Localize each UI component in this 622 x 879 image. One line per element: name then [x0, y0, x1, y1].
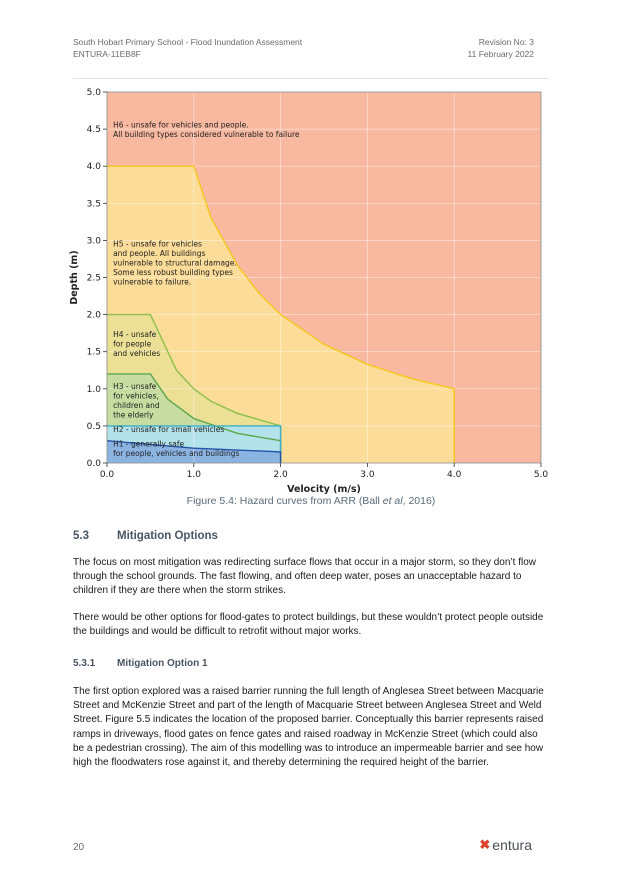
zone-label-line: children and: [113, 400, 160, 410]
zone-label-line: the elderly: [113, 410, 154, 420]
zone-label-h2: [113, 425, 224, 434]
zone-label-line: H6 - unsafe for vehicles and people.: [113, 120, 249, 130]
section-heading: [73, 530, 218, 542]
zone-label-line: vulnerable to failure.: [113, 277, 192, 287]
zone-label-line: All building types considered vulnerable to failure: [113, 130, 300, 140]
y-tick-label: 0.0: [86, 459, 101, 469]
x-tick-label: 3.0: [360, 470, 375, 480]
zone-label-line: and vehicles: [113, 348, 161, 358]
y-tick-label: 2.0: [86, 310, 101, 321]
zone-label-line: and people. All buildings: [113, 248, 206, 258]
zone-label-line: for vehicles,: [113, 391, 159, 401]
y-tick-label: 4.5: [86, 125, 101, 136]
document-title: South Hobart Primary School - Flood Inundation Assessment: [73, 37, 303, 47]
header-left: [73, 36, 302, 60]
header-right: [468, 36, 534, 60]
zone-label-line: H5 - unsafe for vehicles: [113, 239, 202, 249]
y-tick-label: 3.5: [86, 199, 101, 210]
entura-logo-icon: ✖: [479, 837, 491, 852]
figure-caption: Figure 5.4: Hazard curves from ARR (Ball et al, 2016): [186, 495, 436, 507]
zone-label-h3: [113, 382, 160, 420]
paragraph-1: The focus on most mitigation was redirecting surface flows that occur in a major storm, so they don’t flow through the school grounds. The fast flowing, and often deep water, poses an unacceptable hazard to children if they are there when the storm strikes.: [73, 557, 536, 597]
zone-label-line: Some less robust building types: [113, 267, 233, 277]
document-id: ENTURA-11EB8F: [73, 49, 141, 59]
y-axis-title: Depth (m): [69, 250, 80, 305]
x-tick-label: 5.0: [533, 470, 549, 480]
subsection-title: Mitigation Option 1: [117, 658, 208, 669]
x-tick-label: 0.0: [99, 470, 115, 480]
y-tick-label: 5.0: [86, 88, 101, 98]
x-axis-title: Velocity (m/s): [287, 484, 361, 494]
page-number: 20: [73, 842, 85, 853]
zone-label-line: H1 - generally safe: [113, 439, 185, 449]
revision-number: Revision No: 3: [478, 37, 534, 47]
document-date: 11 February 2022: [467, 49, 534, 59]
section-number: 5.3: [73, 530, 89, 542]
x-tick-label: 2.0: [273, 470, 288, 480]
zone-label-line: H4 - unsafe: [113, 329, 157, 339]
header-divider: [73, 78, 549, 79]
zone-label-line: for people: [113, 339, 152, 349]
y-tick-label: 4.0: [86, 162, 101, 173]
zone-label-line: for people, vehicles and buildings: [113, 449, 240, 459]
y-tick-label: 2.5: [86, 273, 101, 284]
subsection-heading: [73, 658, 208, 669]
y-tick-label: 1.0: [86, 384, 101, 395]
zone-label-line: H3 - unsafe: [113, 381, 157, 391]
hazard-curves-chart: [60, 84, 560, 494]
zone-label-line: H2 - unsafe for small vehicles: [113, 424, 225, 434]
paragraph-2: There would be other options for flood-gates to protect buildings, but these wouldn’t protect people outside the buildings and would be difficult to retrofit without major works.: [73, 612, 544, 638]
x-tick-label: 4.0: [447, 470, 462, 480]
zone-label-line: vulnerable to structural damage.: [113, 258, 237, 268]
entura-logo-text: entura: [492, 837, 532, 853]
paragraph-3: The first option explored was a raised barrier running the full length of Anglesea Street between Macquarie Street and McKenzie Street and part of the length of Macquarie Street between Anglesea Street and Weld Street. Figure 5.5 indicates the location of the proposed barrier. Conceptually this barrier represents raised ramps in driveways, flood gates on fence gates and raised roadway in McKenzie Street (which could also be a pedestrian crossing). The aim of this modelling was to introduce an impermeable barrier and see how high the floodwaters rose against it, and thereby determining the required height of the barrier.: [73, 686, 544, 769]
y-tick-label: 1.5: [86, 347, 101, 358]
x-tick-label: 1.0: [186, 470, 201, 480]
entura-logo: [479, 837, 532, 853]
subsection-number: 5.3.1: [73, 658, 96, 669]
y-tick-label: 0.5: [86, 421, 101, 432]
section-title: Mitigation Options: [117, 530, 218, 542]
y-tick-label: 3.0: [86, 236, 101, 247]
